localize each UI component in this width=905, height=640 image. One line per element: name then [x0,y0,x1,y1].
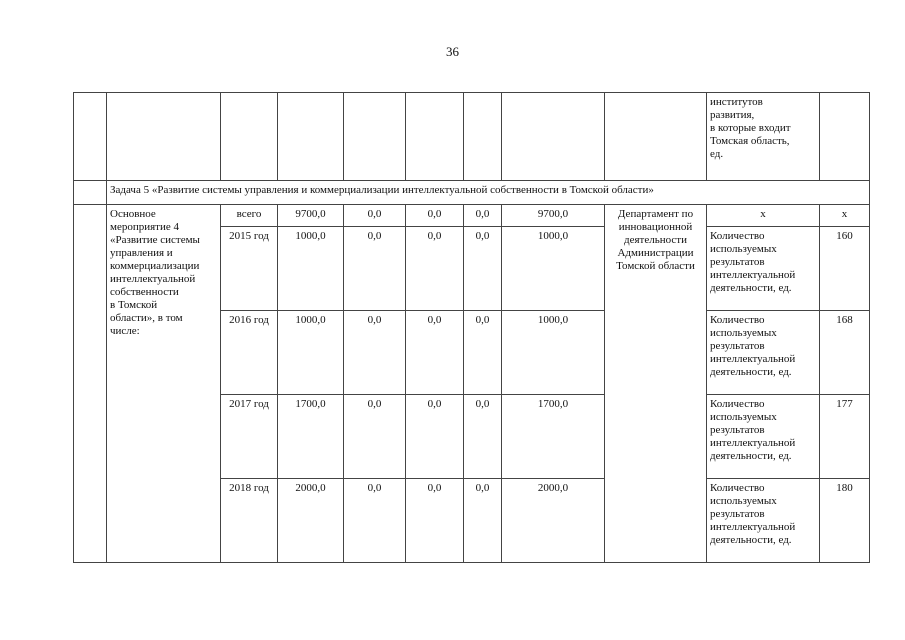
table-row [74,93,870,181]
indicator-value-cell: x [820,205,870,227]
funding-cell: 0,0 [406,205,464,227]
indicator-value-cell: 160 [820,227,870,311]
funding-cell [502,93,605,181]
executor-cell [605,93,707,181]
funding-cell: 0,0 [406,479,464,563]
indicator-value-cell [820,93,870,181]
total-cell: 9700,0 [278,205,344,227]
funding-cell: 0,0 [406,227,464,311]
program-table [73,92,870,563]
total-cell: 2000,0 [278,479,344,563]
total-cell [278,93,344,181]
funding-cell: 1000,0 [502,227,605,311]
funding-cell: 2000,0 [502,479,605,563]
table-row [74,205,870,227]
indicator-cell: Количество используемых результатов интеллектуальной деятельности, ед. [707,227,820,311]
funding-cell [406,93,464,181]
funding-cell [344,93,406,181]
funding-cell: 0,0 [406,395,464,479]
funding-cell: 0,0 [406,311,464,395]
activity-name-cell: Основное мероприятие 4 «Развитие системы управления и коммерциализации интеллектуальной собственности в Томской области», в том числе: [107,205,221,563]
indicator-cell: x [707,205,820,227]
task-title: Задача 5 «Развитие системы управления и коммерциализации интеллектуальной собственности в Томской области» [107,181,870,205]
indicator-cell: Количество используемых результатов интеллектуальной деятельности, ед. [707,395,820,479]
period-cell: 2015 год [221,227,278,311]
funding-cell: 9700,0 [502,205,605,227]
page-number: 36 [446,44,459,59]
total-cell: 1700,0 [278,395,344,479]
funding-cell: 0,0 [464,205,502,227]
period-cell: 2016 год [221,311,278,395]
indicator-cell: институтов развития, в которые входит Томская область, ед. [707,93,820,181]
indicator-value-cell: 180 [820,479,870,563]
period-cell: 2017 год [221,395,278,479]
indicator-value-cell: 168 [820,311,870,395]
total-cell: 1000,0 [278,311,344,395]
funding-cell: 1000,0 [502,311,605,395]
funding-cell: 0,0 [344,479,406,563]
period-cell: всего [221,205,278,227]
funding-cell: 0,0 [464,479,502,563]
funding-cell [464,93,502,181]
period-cell [221,93,278,181]
executor-cell: Департамент по инновационной деятельности Администрации Томской области [605,205,707,563]
row-number-cell [74,181,107,205]
indicator-value-cell: 177 [820,395,870,479]
funding-cell: 0,0 [464,395,502,479]
row-number-cell [74,205,107,563]
indicator-cell: Количество используемых результатов интеллектуальной деятельности, ед. [707,479,820,563]
funding-cell: 1700,0 [502,395,605,479]
total-cell: 1000,0 [278,227,344,311]
funding-cell: 0,0 [464,227,502,311]
funding-cell: 0,0 [344,205,406,227]
indicator-cell: Количество используемых результатов интеллектуальной деятельности, ед. [707,311,820,395]
funding-cell: 0,0 [344,395,406,479]
funding-cell: 0,0 [344,227,406,311]
period-cell: 2018 год [221,479,278,563]
funding-cell: 0,0 [464,311,502,395]
activity-name-cell [107,93,221,181]
row-number-cell [74,93,107,181]
task-row [74,181,870,205]
funding-cell: 0,0 [344,311,406,395]
